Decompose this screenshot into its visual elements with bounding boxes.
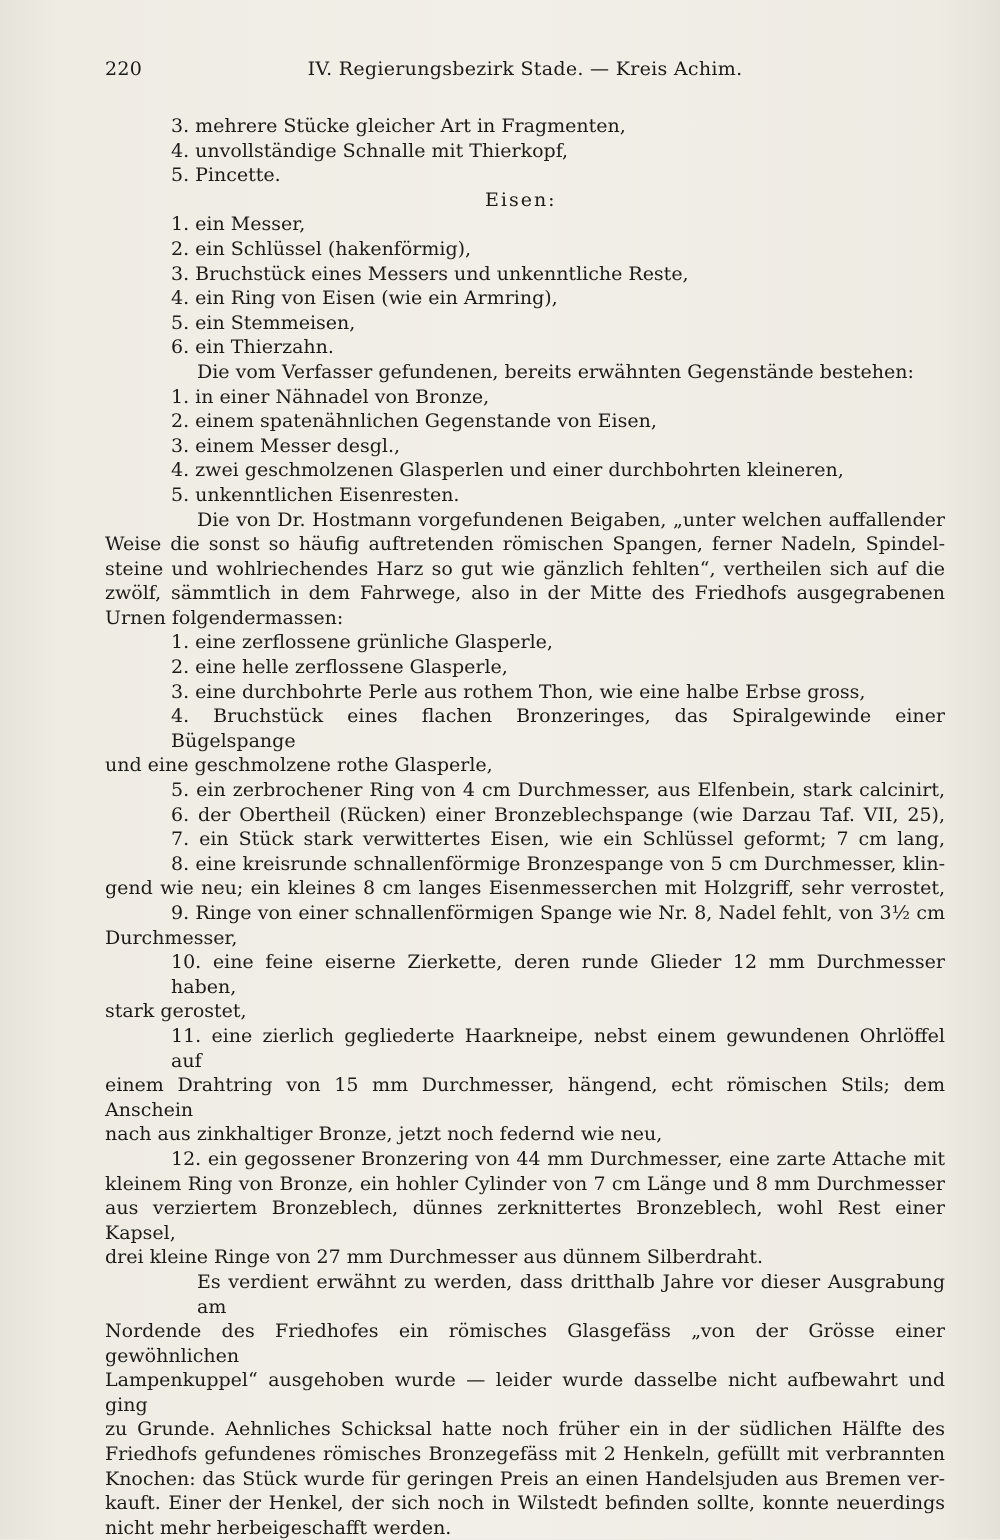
text-line: Die von Dr. Hostmann vorgefundenen Beigaben, „unter welchen auffallender [197, 508, 945, 531]
text-line: steine und wohlriechendes Harz so gut wie gänzlich fehlten“, vertheilen sich auf die [105, 557, 945, 580]
text-line: 3. eine durchbohrte Perle aus rothem Thon, wie eine halbe Erbse gross, [171, 680, 866, 703]
text-line: 9. Ringe von einer schnallenförmigen Spange wie Nr. 8, Nadel fehlt, von 3½ cm [171, 902, 945, 924]
text-line: 5. Pincette. [171, 164, 281, 187]
text-line: gend wie neu; ein kleines 8 cm langes Eisenmesserchen mit Holzgriff, sehr verrostet, [105, 877, 945, 900]
text-line: 1. eine zerflossene grünliche Glasperle, [171, 631, 553, 654]
text-line: 3. Bruchstück eines Messers und unkenntliche Reste, [171, 262, 689, 285]
text-line: 3. mehrere Stücke gleicher Art in Fragmenten, [171, 115, 626, 137]
text-line: Urnen folgendermassen: [105, 606, 344, 629]
text-line: kleinem Ring von Bronze, ein hohler Cylinder von 7 cm Länge und 8 mm Durchmesser [105, 1172, 945, 1195]
text-line: 2. ein Schlüssel (hakenförmig), [171, 237, 472, 260]
text-line: Friedhofs gefundenes römisches Bronzegefäss mit 2 Henkeln, gefüllt mit verbrannten [105, 1443, 945, 1466]
text-line: 2. einem spatenähnlichen Gegenstande von Eisen, [171, 410, 657, 433]
text-line: 5. ein Stemmeisen, [171, 311, 356, 334]
text-line: aus verziertem Bronzeblech, dünnes zerknittertes Bronzeblech, wohl Rest einer Kapsel, [105, 1197, 945, 1244]
page-number: 220 [105, 58, 143, 80]
text-line: Nordende des Friedhofes ein römisches Glasgefäss „von der Grösse einer gewöhnlichen [105, 1320, 945, 1367]
text-line: drei kleine Ringe von 27 mm Durchmesser aus dünnem Silberdraht. [105, 1246, 764, 1269]
text-line: zu Grunde. Aehnliches Schicksal hatte noch früher ein in der südlichen Hälfte des [105, 1418, 945, 1441]
text-line: stark gerostet, [105, 1000, 247, 1023]
text-line: 4. Bruchstück eines flachen Bronzeringes, das Spiralgewinde einer Bügelspange [171, 705, 945, 752]
text-line: 4. ein Ring von Eisen (wie ein Armring), [171, 287, 558, 310]
text-line: 4. zwei geschmolzenen Glasperlen und einer durchbohrten kleineren, [171, 459, 844, 482]
text-line: nach aus zinkhaltiger Bronze, jetzt noch federnd wie neu, [105, 1123, 663, 1146]
text-line: einem Drahtring von 15 mm Durchmesser, hängend, echt römischen Stils; dem Anschein [105, 1074, 945, 1121]
text-line: Knochen: das Stück wurde für geringen Preis an einen Handelsjuden aus Bremen ver- [105, 1467, 945, 1490]
text-line: und eine geschmolzene rothe Glasperle, [105, 754, 493, 777]
running-head: IV. Regierungsbezirk Stade. — Kreis Achim. [307, 58, 743, 80]
text-line: Es verdient erwähnt zu werden, dass dritthalb Jahre vor dieser Ausgrabung am [197, 1270, 945, 1318]
text-line: 12. ein gegossener Bronzering von 44 mm Durchmesser, eine zarte Attache mit [171, 1147, 945, 1170]
text-line: 6. der Obertheil (Rücken) einer Bronzeblechspange (wie Darzau Taf. VII, 25), [171, 803, 945, 826]
text-line: 1. ein Messer, [171, 213, 306, 236]
text-line: 5. unkenntlichen Eisenresten. [171, 483, 460, 506]
text-line: 2. eine helle zerflossene Glasperle, [171, 656, 508, 679]
text-line: 3. einem Messer desgl., [171, 434, 401, 457]
text-line: Die vom Verfasser gefundenen, bereits erwähnten Gegenstände bestehen: [197, 360, 914, 383]
text-line: 11. eine zierlich gegliederte Haarkneipe, nebst einem gewundenen Ohrlöffel auf [171, 1024, 945, 1072]
text-line: Lampenkuppel“ ausgehoben wurde — leider wurde dasselbe nicht aufbewahrt und ging [105, 1369, 945, 1416]
text-line: 8. eine kreisrunde schnallenförmige Bronzespange von 5 cm Durchmesser, klin- [171, 852, 945, 875]
text-line: 10. eine feine eiserne Zierkette, deren runde Glieder 12 mm Durchmesser haben, [171, 951, 945, 998]
text-line: 6. ein Thierzahn. [171, 336, 334, 359]
section-heading: Eisen: [485, 188, 557, 211]
text-line: 4. unvollständige Schnalle mit Thierkopf, [171, 139, 569, 162]
text-line: kauft. Einer der Henkel, der sich noch in Wilstedt befinden sollte, konnte neuerdings [105, 1492, 945, 1515]
text-line: zwölf, sämmtlich in dem Fahrwege, also in der Mitte des Friedhofs ausgegrabenen [105, 582, 945, 605]
page-body [105, 114, 945, 1540]
page-header [105, 58, 945, 88]
text-line: Durchmesser, [105, 926, 238, 949]
text-line: 7. ein Stück stark verwittertes Eisen, wie ein Schlüssel geformt; 7 cm lang, [171, 828, 945, 851]
text-line: nicht mehr herbeigeschafft werden. [105, 1516, 452, 1539]
text-line: 5. ein zerbrochener Ring von 4 cm Durchmesser, aus Elfenbein, stark calcinirt, [171, 779, 945, 802]
text-line: Weise die sonst so häufig auftretenden römischen Spangen, ferner Nadeln, Spindel- [105, 533, 945, 556]
text-line: 1. in einer Nähnadel von Bronze, [171, 385, 490, 408]
